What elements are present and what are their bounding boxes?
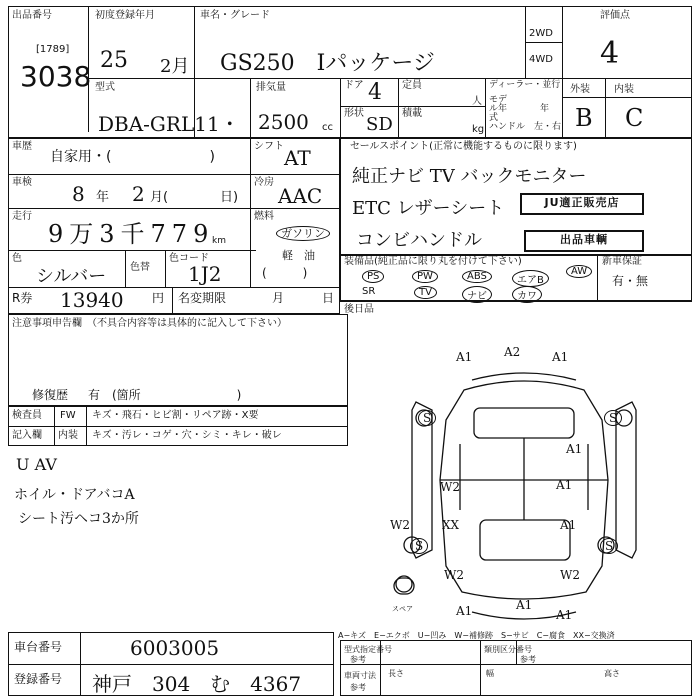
shape-label: 形状 xyxy=(344,108,364,119)
spare-label: スペア xyxy=(392,605,413,613)
reg-label: 登録番号 xyxy=(14,672,63,686)
lot-sub: [1789] xyxy=(36,44,70,55)
history-value: 自家用・( ) xyxy=(50,149,215,165)
handle-options: 左・右 xyxy=(534,122,562,132)
damage-mark: XX xyxy=(442,518,460,532)
shaken-month: 2 xyxy=(132,182,145,206)
r-unit: 円 xyxy=(152,291,165,305)
first-reg-label: 初度登録年月 xyxy=(95,10,155,21)
first-reg-month: 2月 xyxy=(160,56,190,77)
equip-pw: PW xyxy=(412,270,438,283)
equip-aw: AW xyxy=(566,265,592,278)
fuel-label: 燃料 xyxy=(254,211,274,222)
lot-number: 3038 xyxy=(20,60,92,93)
notes-label: 注意事項申告欄 （不具合内容等は具体的に記入して下さい） xyxy=(12,318,287,329)
points-line1: 純正ナビ TV バックモニター xyxy=(352,166,587,187)
model-year-unit: 年 xyxy=(540,104,550,114)
damage-mark: W2 xyxy=(560,568,580,582)
model-grade-label: 車名・グレード xyxy=(200,10,270,21)
reg-value: 神戸 304 む 4367 xyxy=(92,672,302,696)
score-value: 4 xyxy=(600,36,620,71)
class-ref: 参考 xyxy=(520,655,536,664)
color-label: 色 xyxy=(12,253,22,264)
fw-text: キズ・飛石・ヒビ割・リペア跡・X要 xyxy=(92,410,259,421)
interior-grade: C xyxy=(625,104,644,132)
type-label: 型式 xyxy=(95,82,115,93)
equip-abs: ABS xyxy=(462,270,492,283)
door-label: ドア xyxy=(344,80,364,91)
damage-mark: A1 xyxy=(560,518,577,532)
exterior-grade: B xyxy=(575,104,593,132)
shift-value: AT xyxy=(284,146,311,170)
points-line3: コンビハンドル xyxy=(356,230,482,251)
r-value: 13940 xyxy=(60,288,124,312)
model-grade-value: GS250 Iパッケージ xyxy=(220,51,435,76)
shaken-year-unit: 年 xyxy=(96,190,110,205)
fuel-paren: ( ) xyxy=(262,266,308,280)
score-label: 評価点 xyxy=(600,10,630,21)
after-items-label: 後日品 xyxy=(344,304,374,315)
shaken-label: 車検 xyxy=(12,177,32,188)
damage-mark: S xyxy=(418,410,436,426)
fuel-gasoline-circled: ガソリン xyxy=(276,226,330,241)
size-label: 車両寸法 xyxy=(344,671,376,680)
repair-label: 修復歴 xyxy=(32,388,69,402)
damage-mark: A1 xyxy=(556,478,573,492)
damage-mark: S xyxy=(410,538,428,554)
damage-mark: A1 xyxy=(516,598,533,612)
width-label: 幅 xyxy=(486,669,494,678)
displacement-label: 排気量 xyxy=(256,82,286,93)
lot-label: 出品番号 xyxy=(12,10,52,21)
inspector-label: 検査員 xyxy=(12,410,42,421)
form-label: 型式指定番号 xyxy=(344,645,392,654)
length-label: 長さ xyxy=(388,669,404,678)
new-car-label: 新車保証 xyxy=(602,256,642,267)
damage-mark: A1 xyxy=(566,442,583,456)
shaken-month-unit: 月( xyxy=(150,190,169,205)
color-change-label: 色替 xyxy=(130,262,150,273)
new-car-value: 有・無 xyxy=(612,274,649,288)
equip-ps: PS xyxy=(362,270,384,283)
fuel-diesel: 軽 油 xyxy=(282,249,315,262)
r-label: R券 xyxy=(12,291,33,305)
color-code-label: 色コード xyxy=(169,253,209,264)
repair-value: 有 (箇所 ) xyxy=(88,388,242,402)
fw-label: FW xyxy=(60,410,76,421)
listing-stamp: 出品車輌 xyxy=(524,230,644,252)
drive-4wd: 4WD xyxy=(529,54,553,65)
handwritten-note-3: シート汚ヘコ3か所 xyxy=(18,511,139,527)
damage-mark: A1 xyxy=(556,608,573,622)
ac-label: 冷房 xyxy=(254,177,274,188)
dealer-stamp: JU適正販売店 xyxy=(520,193,644,215)
damage-mark: W2 xyxy=(390,518,410,532)
damage-mark: A1 xyxy=(456,604,473,618)
mileage-unit: km xyxy=(212,236,226,246)
damage-mark: A1 xyxy=(552,350,569,364)
dealer-label: ディーラー・並行 xyxy=(489,80,561,90)
load-unit: kg xyxy=(472,124,485,135)
interior-row-label: 内装 xyxy=(58,430,78,441)
ac-value: AAC xyxy=(278,184,323,208)
load-label: 積載 xyxy=(402,108,422,119)
mileage-label: 走行 xyxy=(12,211,32,222)
capacity-unit: 人 xyxy=(472,96,482,107)
interior-label: 内装 xyxy=(614,84,634,95)
color-code-value: 1J2 xyxy=(188,262,222,286)
handle-label: ハンドル xyxy=(489,122,526,132)
damage-mark: A2 xyxy=(504,345,521,359)
shaken-day-unit: 日) xyxy=(220,190,239,205)
chassis-value: 6003005 xyxy=(130,636,220,660)
points-label: セールスポイント(正常に機能するものに限ります) xyxy=(350,141,577,152)
equip-tv: TV xyxy=(414,286,437,299)
shape-value: SD xyxy=(366,114,393,135)
chassis-label: 車台番号 xyxy=(14,640,63,654)
door-value: 4 xyxy=(368,80,382,105)
legend: A−キズ E−エクボ U−凹み W−補修跡 S−サビ C−腐食 XX−交換済 xyxy=(338,631,615,640)
height-label: 高さ xyxy=(604,669,620,678)
damage-mark: S xyxy=(600,538,618,554)
handwritten-note-1: U AV xyxy=(16,455,57,474)
displacement-unit: cc xyxy=(322,122,333,133)
car-diagram xyxy=(376,330,672,630)
displacement-value: 2500 xyxy=(258,110,309,134)
type-value: DBA-GRL11・ xyxy=(98,112,240,136)
history-label: 車歴 xyxy=(12,141,32,152)
model-year-label: モデル年式 xyxy=(489,95,508,123)
equip-sr: SR xyxy=(362,286,376,297)
shaken-year: 8 xyxy=(72,182,85,206)
first-reg-year: 25 xyxy=(100,48,128,73)
name-change-label: 名変期限 xyxy=(178,291,227,305)
handwritten-note-2: ホイル・ドアバコA xyxy=(14,487,135,503)
equip-airbag: エアB xyxy=(512,270,549,287)
name-change-month: 月 xyxy=(272,291,285,305)
capacity-label: 定員 xyxy=(402,80,422,91)
damage-mark: W2 xyxy=(444,568,464,582)
interior-row-text: キズ・汚レ・コゲ・穴・シミ・キレ・破レ xyxy=(92,430,282,441)
equip-navi: ナビ xyxy=(462,286,492,303)
class-label: 類別区分番号 xyxy=(484,645,532,654)
damage-mark: W2 xyxy=(440,480,460,494)
size-ref: 参考 xyxy=(350,683,366,692)
equipment-label: 装備品(純正品に限り丸を付けて下さい) xyxy=(344,256,522,267)
drive-2wd: 2WD xyxy=(529,28,553,39)
record-label: 記入欄 xyxy=(12,430,42,441)
shift-label: シフト xyxy=(254,141,284,152)
points-line2: ETC レザーシート xyxy=(352,198,505,219)
exterior-label: 外装 xyxy=(570,84,590,95)
color-value: シルバー xyxy=(36,266,107,287)
form-ref: 参考 xyxy=(350,655,366,664)
equip-leather: カワ xyxy=(512,286,542,303)
damage-mark: S xyxy=(604,410,622,426)
mileage-value: 9万3千779 xyxy=(48,220,215,248)
damage-mark: A1 xyxy=(456,350,473,364)
name-change-day: 日 xyxy=(322,291,335,305)
